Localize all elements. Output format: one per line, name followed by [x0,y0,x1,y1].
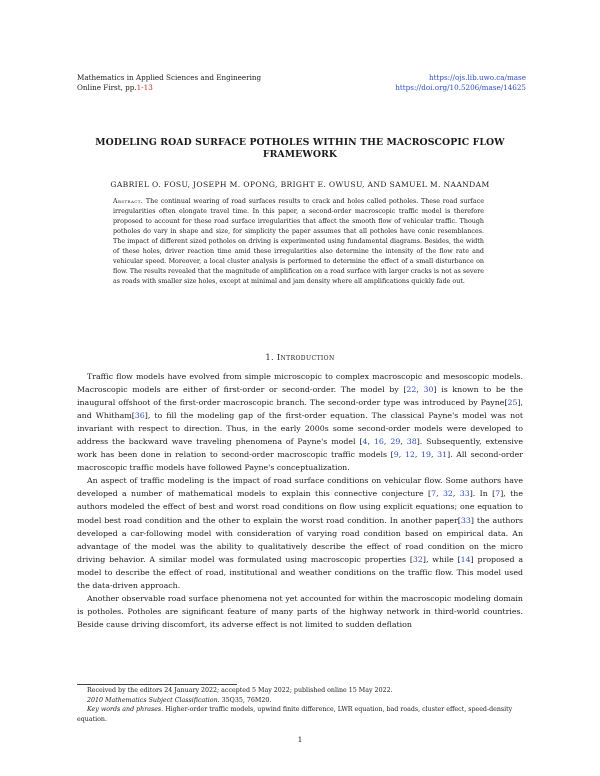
citation-link[interactable]: 31 [437,450,448,460]
keywords-label: Key words and phrases. [87,706,164,714]
text-run: , [367,437,374,447]
text-run: ] the authors developed a car-following model with consideration of varying road condition based on empirical data. An advantage of the model was the ability to qualitatively describe the effect of road condition on the micro driving behavior. A similar model was formulated using macroscopic properties [ [77,515,523,564]
footnotes [77,686,523,724]
text-run: , [436,489,443,499]
paper-title-line-1: MODELING ROAD SURFACE POTHOLES WITHIN THE MACROSCOPIC FLOW [95,137,505,148]
text-run: ] proposed a model to describe the effect of road, institutional and weather conditions on the traffic flow. This model used the data-driven approach. [77,554,524,590]
paper-title [70,137,530,161]
text-run: , [414,450,421,460]
citation-link[interactable]: 4 [362,437,368,447]
citation-link[interactable]: 16 [373,437,384,447]
abstract-label: Abstract. [113,198,144,205]
citation-link[interactable]: 19 [420,450,431,460]
received-dates: Received by the editors 24 January 2022; accepted 5 May 2022; published online 15 May 2022. [87,687,393,694]
paper-title-line-2: FRAMEWORK [262,149,338,160]
doi-link[interactable]: https://doi.org/10.5206/mase/14625 [395,83,526,92]
citation-link[interactable]: 14 [460,554,471,564]
msc-codes: 35Q35, 76M20. [221,696,272,704]
citation-link[interactable]: 38 [406,437,417,447]
citation-link[interactable]: 7 [495,489,501,499]
journal-links [395,73,526,93]
journal-name: Mathematics in Applied Sciences and Engineering [77,73,262,82]
footnote-rule [77,684,237,685]
text-run: Traffic flow models have evolved from simple microscopic to complex macroscopic and mesoscopic models. Macroscopic models are either of first-order or second-order. The model by [ [77,372,523,395]
citation-link[interactable]: 33 [459,489,470,499]
text-run: ], and Whitham[ [77,398,523,421]
text-run: , [416,385,424,395]
keywords-line [77,705,523,724]
text-run: , [430,450,438,460]
online-first-line [77,83,261,93]
citation-link[interactable]: 25 [507,398,518,408]
citation-link[interactable]: 22 [406,385,417,395]
page-range-link[interactable]: 1-13 [136,83,153,92]
body-text [77,370,523,631]
text-run: ]. In [ [469,489,496,499]
text-run: , [398,450,405,460]
citation-link[interactable]: 9 [393,450,399,460]
journal-header [77,73,261,93]
text-run: ] is known to be the inaugural offshoot of the first-order macroscopic branch. The second-order type was introduced by Payne[ [77,385,523,408]
author-list: GABRIEL O. FOSU, JOSEPH M. OPONG, BRIGHT E. OWUSU, AND SAMUEL M. NAANDAM [110,180,490,189]
online-first-label: Online First, pp. [77,83,137,92]
abstract-text: The continual wearing of road surfaces results to crack and holes called potholes. These road surface irregularities often elongate travel time. In this paper, a second-order macroscopic traffic model is therefore proposed to account for these road surface irregularities that affect the smooth flow of vehicular traffic. Though potholes do vary in shape and size, for simplicity the paper assumes that all potholes have conic resemblances. The impact of different sized potholes on driving is experimented using fundamental diagrams. Besides, the width of these holes, driver reaction time amid these irregularities also determine the intensity of the flow rate and vehicular speed. Moreover, a local cluster analysis is performed to determine the effect of a small disturbance on flow. The results revealed that the magnitude of amplification on a road surface with larger cracks is not as severe as roads with smaller size holes, except at minimal and jam density where all amplifications quickly fade out. [113,198,484,286]
abstract [113,197,484,287]
journal-url-link[interactable]: https://ojs.lib.uwo.ca/mase [428,73,526,82]
page-number: 1 [297,735,303,744]
text-run: ], while [ [422,554,461,564]
citation-link[interactable]: 36 [134,411,145,421]
keywords: Higher-order traffic models, upwind finite difference, LWR equation, bad roads, cluster effect, speed-density equation. [77,706,513,723]
section-number: 1. [265,352,274,362]
text-run: , [383,437,391,447]
paragraph-2 [77,474,523,591]
citation-link[interactable]: 29 [390,437,401,447]
citation-link[interactable]: 32 [442,489,453,499]
text-run: ]. All second-order macroscopic traffic models have followed Payne's conceptualization. [77,450,523,473]
text-run: ], to fill the modeling gap of the first-order equation. The classical Payne's model was not invariant with respect to direction. Thus, in the early 2000s some second-order models were developed to address the backward wave traveling phenomena of Payne's model [ [77,411,523,447]
paragraph-1 [77,370,523,474]
text-run: An aspect of traffic modeling is the impact of road surface conditions on vehicular flow. Some authors have developed a number of mathematical models to explain this connective conjecture [ [77,476,523,499]
text-run: ]. Subsequently, extensive work has been done in relation to second-order macroscopic traffic models [ [77,437,523,460]
citation-link[interactable]: 30 [423,385,434,395]
msc-label: 2010 Mathematics Subject Classification. [87,696,220,704]
citation-link[interactable]: 12 [404,450,415,460]
citation-link[interactable]: 33 [460,515,471,525]
text-run: , [452,489,460,499]
citation-link[interactable]: 7 [431,489,437,499]
msc-line [77,696,523,706]
section-heading-introduction [70,352,530,362]
section-title: Introduction [276,352,335,362]
text-run: ], the authors modeled the effect of best and worst road conditions on flow using explicit equations; one equation to model best road condition and the other to explain the worst road condition. In another paper[ [77,489,523,525]
paragraph-3: Another observable road surface phenomena not yet accounted for within the macroscopic modeling domain is potholes. Potholes are significant feature of many parts of the highway network in third-world countries. Beside cause driving discomfort, its adverse effect is not limited to sudden deflation [77,593,523,629]
text-run: , [400,437,407,447]
citation-link[interactable]: 32 [412,554,423,564]
